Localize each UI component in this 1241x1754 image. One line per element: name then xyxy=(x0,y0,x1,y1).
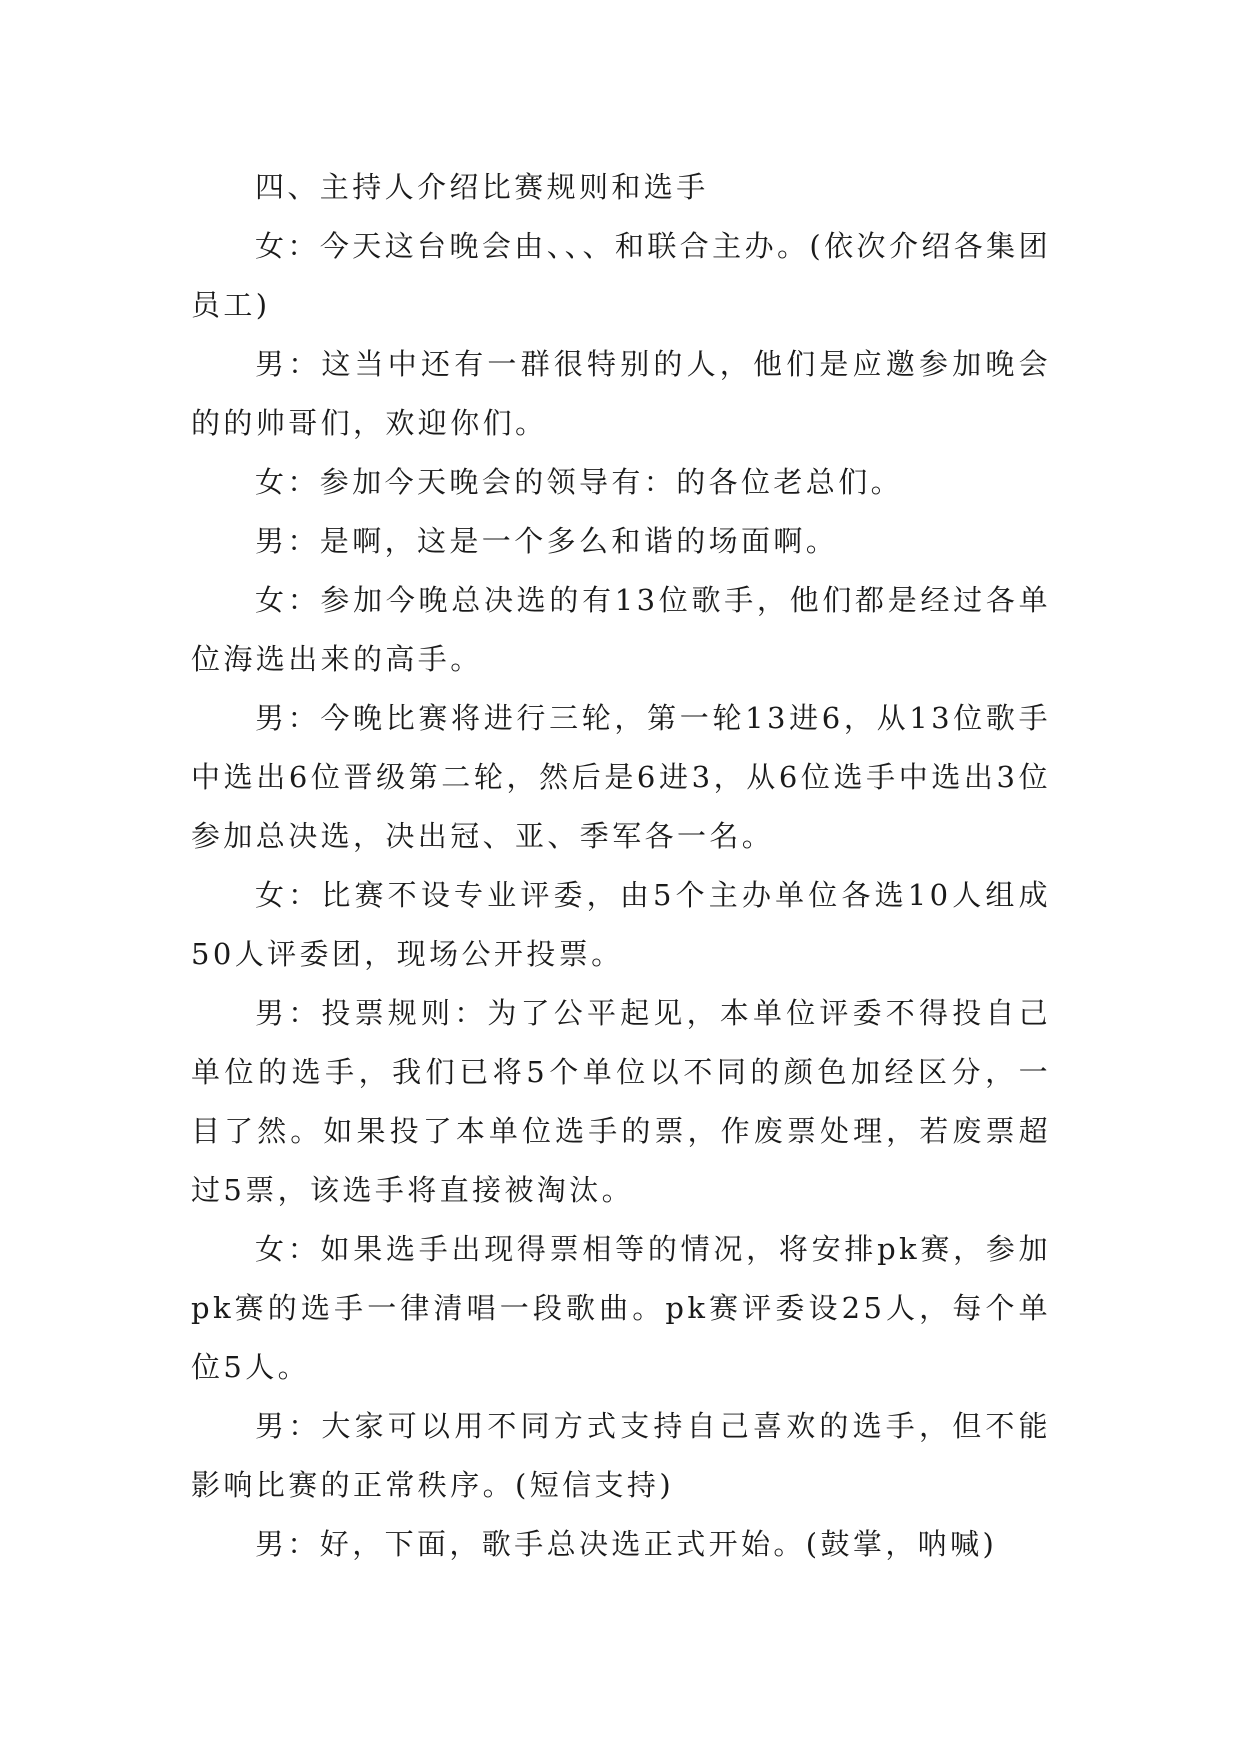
dialogue-paragraph: 女：比赛不设专业评委，由5个主办单位各选10人组成50人评委团，现场公开投票。 xyxy=(191,878,1051,971)
document-body xyxy=(191,158,1051,1574)
dialogue-paragraph: 女：参加今天晚会的领导有：的各位老总们。 xyxy=(255,465,904,499)
dialogue-paragraph: 男：这当中还有一群很特别的人，他们是应邀参加晚会的的帅哥们，欢迎你们。 xyxy=(191,347,1051,440)
dialogue-paragraph: 男：投票规则：为了公平起见，本单位评委不得投自己单位的选手，我们已将5个单位以不同的颜色加经区分，一目了然。如果投了本单位选手的票，作废票处理，若废票超过5票，该选手将直接被淘汰。 xyxy=(191,996,1051,1207)
dialogue-paragraph: 女：今天这台晚会由、、、和联合主办。(依次介绍各集团员工) xyxy=(191,229,1051,322)
dialogue-paragraph: 男：好，下面，歌手总决选正式开始。(鼓掌，呐喊) xyxy=(255,1527,998,1561)
dialogue-paragraph: 女：如果选手出现得票相等的情况，将安排pk赛，参加pk赛的选手一律清唱一段歌曲。pk赛评委设25人，每个单位5人。 xyxy=(191,1232,1051,1384)
dialogue-paragraph: 男：今晚比赛将进行三轮，第一轮13进6，从13位歌手中选出6位晋级第二轮，然后是6进3，从6位选手中选出3位参加总决选，决出冠、亚、季军各一名。 xyxy=(191,701,1051,853)
dialogue-paragraph: 女：参加今晚总决选的有13位歌手，他们都是经过各单位海选出来的高手。 xyxy=(191,583,1051,676)
section-heading: 四、主持人介绍比赛规则和选手 xyxy=(255,170,709,204)
dialogue-paragraph: 男：大家可以用不同方式支持自己喜欢的选手，但不能影响比赛的正常秩序。(短信支持) xyxy=(191,1409,1051,1502)
dialogue-paragraph: 男：是啊，这是一个多么和谐的场面啊。 xyxy=(255,524,839,558)
